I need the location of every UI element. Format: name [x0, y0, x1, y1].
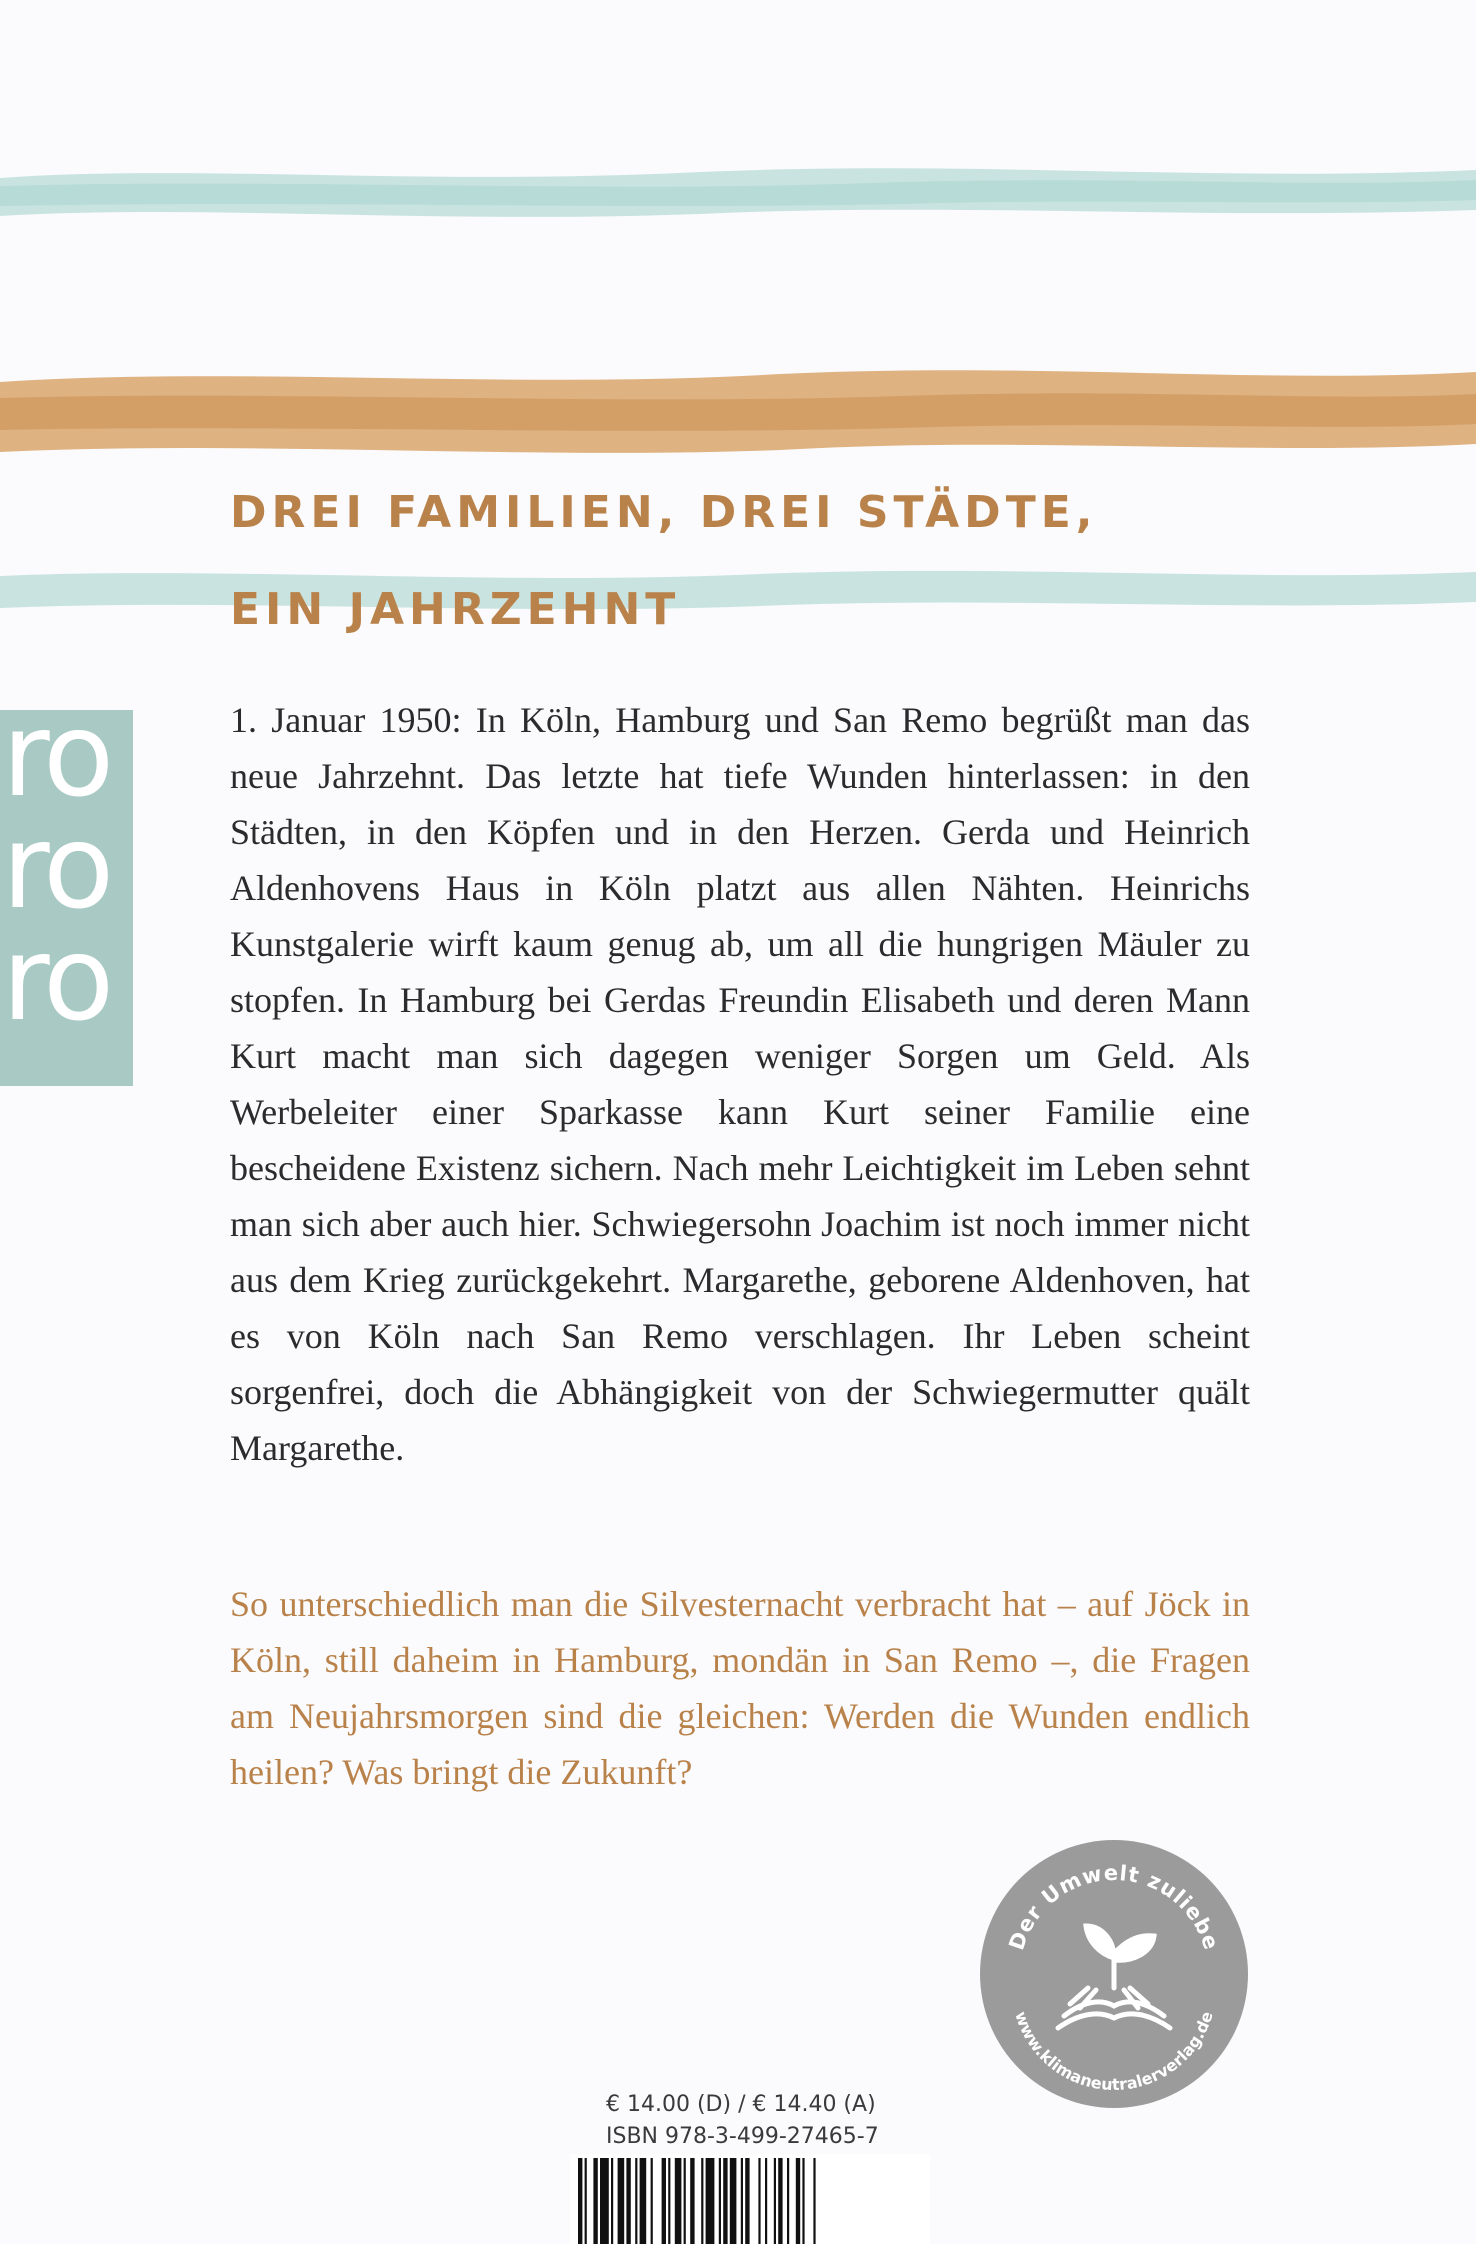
publisher-logo: [0, 710, 133, 1086]
publisher-logo-line: ro: [2, 912, 111, 1047]
publisher-logo-line: ro: [2, 710, 111, 823]
ochre-stripe: [0, 360, 1476, 460]
blurb-text: 1. Januar 1950: In Köln, Hamburg und San Remo begrüßt man das neue Jahrzehnt. Das letzte hat tiefe Wunden hinterlassen: in den Städten, in den Köpfen und in den Herzen. Gerda und Heinrich Aldenhovens Haus in Köln platzt aus allen Nähten. Heinrichs Kunstgalerie wirft kaum genug ab, um all die hungrigen Mäuler zu stopfen. In Hamburg bei Gerdas Freundin Elisabeth und deren Mann Kurt macht man sich dagegen weniger Sorgen um Geld. Als Werbeleiter einer Sparkasse kann Kurt seiner Familie eine bescheidene Existenz sichern. Nach mehr Leichtigkeit im Leben sehnt man sich aber auch hier. Schwiegersohn Joachim ist noch immer nicht aus dem Krieg zurückgekehrt. Margarethe, geborene Aldenhoven, hat es von Köln nach San Remo verschlagen. Ihr Leben scheint sorgenfrei, doch die Abhängigkeit von der Schwiegermutter quält Margarethe.: [230, 700, 1250, 1468]
seal-top-text: Der Umwelt zuliebe: [1004, 1860, 1224, 1954]
isbn-label: ISBN 978-3-499-27465-7: [606, 2124, 879, 2149]
climate-neutral-seal: [978, 1838, 1250, 2110]
seal-bottom-text: www.klimaneutralerverlag.de: [1011, 2008, 1217, 2095]
price-label: € 14.00 (D) / € 14.40 (A): [606, 2092, 876, 2117]
mint-stripe-top: [0, 150, 1476, 230]
teaser-text: So unterschiedlich man die Silvesternacht verbracht hat – auf Jöck in Köln, still daheim in Hamburg, mondän in San Remo –, die Fragen am Neujahrsmorgen sind die gleichen: Werden die Wunden endlich heilen? Was bringt die Zukunft?: [230, 1584, 1250, 1792]
headline-line-1: DREI FAMILIEN, DREI STÄDTE,: [230, 487, 1098, 538]
mint-stripe-middle: [0, 556, 1476, 622]
publisher-logo-text: [2, 710, 111, 1047]
barcode: [570, 2154, 930, 2244]
headline-line-2: EIN JAHRZEHNT: [230, 584, 681, 635]
publisher-logo-line: ro: [2, 800, 111, 935]
